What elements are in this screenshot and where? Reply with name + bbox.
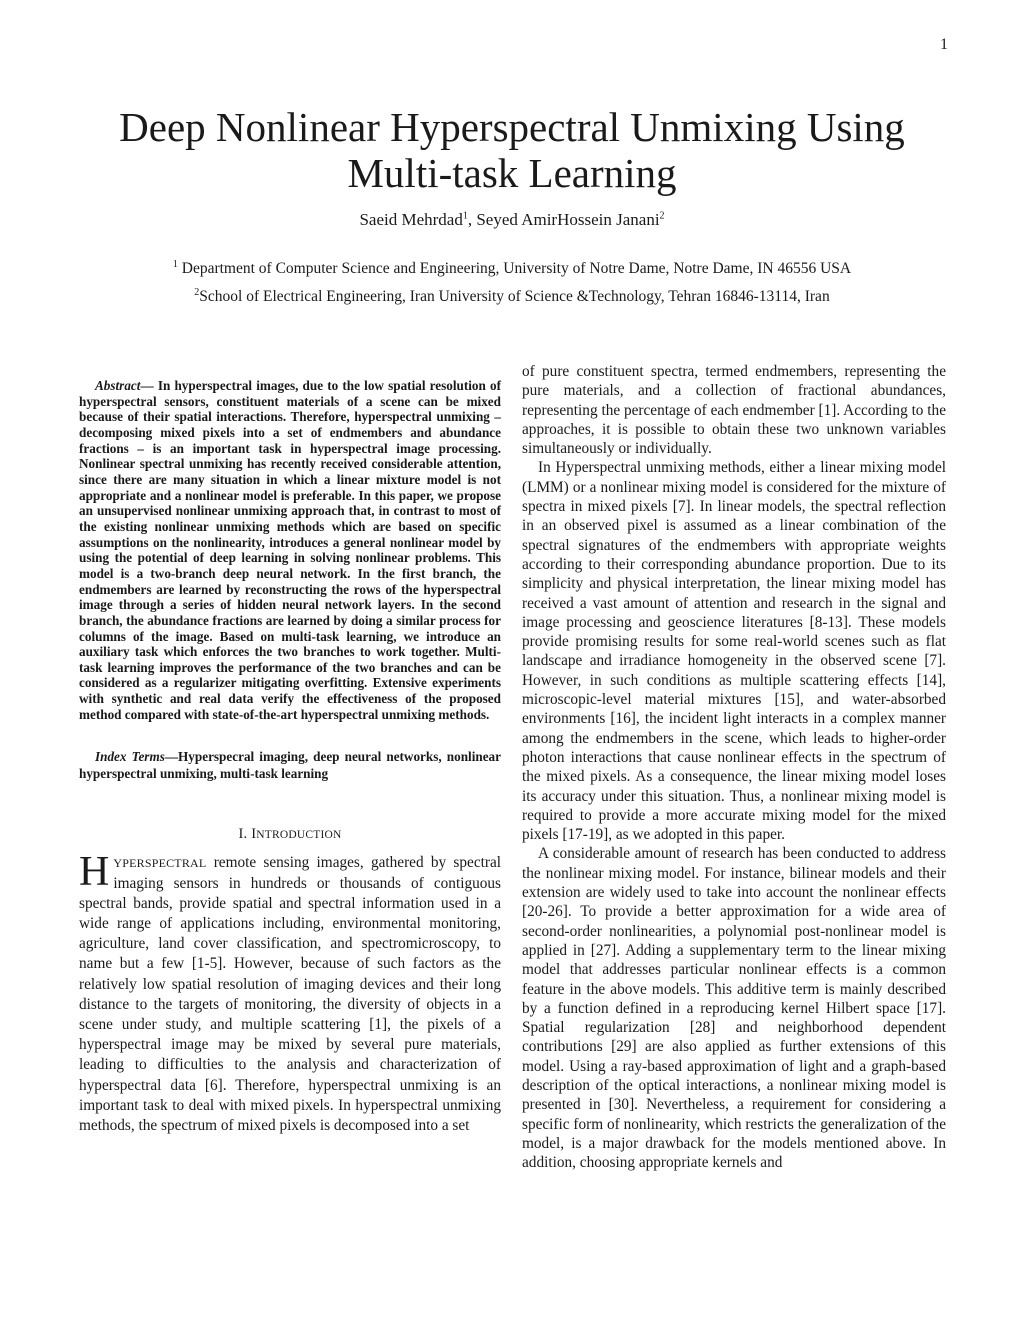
drop-cap-rest: YPERSPECTRAL bbox=[113, 856, 207, 871]
abstract-label: Abstract bbox=[95, 378, 141, 393]
paragraph: In Hyperspectral unmixing methods, either a linear mixing model (LMM) or a nonlinear mixing model is considered for the mixture of spectra in mixed pixels [7]. In linear models, the spectral reflection in an observed pixel is assumed as a linear combination of the spectral signatures of the endmembers with appropriate weights according to their corresponding abundance proportion. Due to its simplicity and physical interpretation, the linear mixing model has received a vast amount of attention and research in the signal and image processing and geoscience literatures [8-13]. These models provide promising results for some real-world scenes such as flat landscape and irradiance homogeneity in the observed scene [7]. However, in such conditions as multiple scattering effects [14], microscopic-level material mixtures [15], and water-absorbed environments [16], the incident light interacts in a complex manner among the endmembers in the scene, which leads to higher-order photon interactions that cause nonlinear effects in the spectrum of the mixed pixels. As a consequence, the linear mixing model loses its accuracy under this situation. Thus, a nonlinear mixing model is required to provide a more accurate mixing model for the mixed pixels [17-19], as we adopted in this paper. bbox=[522, 459, 946, 844]
author-affiliation-mark: 2 bbox=[659, 210, 665, 222]
abstract-text: In hyperspectral images, due to the low spatial resolution of hyperspectral sensors, constituent materials of a scene can be mixed because of their spatial interactions. Therefore, hyperspectral unmixing – decomposing mixed pixels into a set of endmembers and abundance fractions – is an important task in hyperspectral image processing. Nonlinear spectral unmixing has recently received considerable attention, since there are many situation in which a linear mixture model is not appropriate and a nonlinear model is preferable. In this paper, we propose an unsupervised nonlinear unmixing approach that, in contrast to most of the existing nonlinear unmixing methods which are based on specific assumptions on the nonlinearity, introduces a general nonlinear model by using the potential of deep learning in solving nonlinear problems. This model is a two-branch deep neural network. In the first branch, the endmembers are learned by reconstructing the rows of the hyperspectral image through a series of hidden neural network layers. In the second branch, the abundance fractions are learned by doing a similar process for columns of the image. Based on multi-task learning, we introduce an auxiliary task which enforces the two branches to work together. Multi-task learning improves the performance of the two branches and can be considered as a regularizer mitigating overfitting. Extensive experiments with synthetic and real data verify the effectiveness of the proposed method compared with state-of-the-art hyperspectral unmixing methods. bbox=[79, 378, 502, 722]
affiliation-mark: 1 bbox=[172, 258, 178, 270]
section-number: I. bbox=[238, 826, 248, 843]
abstract-dash: — bbox=[140, 378, 158, 393]
affiliation-mark: 2 bbox=[194, 286, 200, 298]
index-terms bbox=[79, 748, 501, 782]
author-list bbox=[80, 210, 944, 230]
page-number: 1 bbox=[940, 36, 948, 53]
intro-text: remote sensing images, gathered by spectral imaging sensors in hundreds or thousands of contiguous spectral bands, provide spatial and spectral information used in a wide range of applications including, environmental monitoring, agriculture, land cover classification, and spectromicroscopy, to name but a few [1-5]. However, because of such factors as the relatively low spatial resolution of imaging devices and their long distance to the targets of monitoring, the diversity of objects in a scene under study, and multiple scattering [1], the pixels of a hyperspectral image may be mixed by several pure materials, leading to difficulties to the analysis and characterization of hyperspectral data [6]. Therefore, hyperspectral unmixing is an important task to deal with mixed pixels. In hyperspectral unmixing methods, the spectrum of mixed pixels is decomposed into a set bbox=[79, 854, 501, 1135]
intro-paragraph bbox=[79, 849, 501, 1136]
section-title-initial: I bbox=[251, 826, 257, 843]
paragraph: of pure constituent spectra, termed endmembers, representing the pure materials, and a collection of fractional abundances, representing the percentage of each endmember [1]. According to the approaches, it is possible to obtain these two unknown variables simultaneously or individually. bbox=[522, 363, 946, 458]
drop-cap: H bbox=[79, 849, 110, 896]
author-separator: , bbox=[467, 210, 477, 229]
section-title-rest: NTRODUCTION bbox=[256, 829, 342, 842]
right-column bbox=[522, 362, 946, 1172]
index-terms-text: Hyperspecral imaging, deep neural networks, nonlinear hyperspectral unmixing, multi-task learning bbox=[79, 749, 501, 782]
paragraph: A considerable amount of research has been conducted to address the nonlinear mixing model. For instance, bilinear models and their extension are widely used to take into account the nonlinear effects [20-26]. To provide a better approximation for a wide area of second-order nonlinearities, a polynomial post-nonlinear model is applied in [27]. Adding a supplementary term to the linear mixing model that addresses particular nonlinear effects is a common feature in the above models. This additive term is mainly described by a function defined in a reproducing kernel Hilbert space [17]. Spatial regularization [28] and neighborhood dependent contributions [29] are also applied as further extensions of this model. Using a ray-based approximation of light and a graph-based description of the optical interactions, a nonlinear mixing model is presented in [30]. Nevertheless, a requirement for considering a specific form of nonlinearity, which restricts the generalization of the model, is a major drawback for the models mentioned above. In addition, choosing appropriate kernels and bbox=[522, 845, 946, 1172]
index-terms-label: Index Terms bbox=[95, 749, 165, 765]
abstract bbox=[79, 378, 501, 722]
index-terms-dash: — bbox=[164, 749, 179, 765]
affiliation-text: School of Electrical Engineering, Iran University of Science &Technology, Tehran 16846-13114, Iran bbox=[199, 288, 830, 305]
author-name: Seyed AmirHossein Janani bbox=[476, 210, 660, 229]
affiliation bbox=[80, 288, 944, 306]
left-column bbox=[79, 378, 501, 1136]
affiliation bbox=[80, 260, 944, 278]
author-name: Saeid Mehrdad bbox=[359, 210, 463, 229]
affiliation-text: Department of Computer Science and Engineering, University of Notre Dame, Notre Dame, IN 46556 USA bbox=[181, 260, 852, 277]
section-heading-introduction bbox=[79, 826, 501, 843]
paper-title: Deep Nonlinear Hyperspectral Unmixing Using Multi-task Learning bbox=[119, 104, 905, 196]
author-affiliation-mark: 1 bbox=[462, 210, 468, 222]
